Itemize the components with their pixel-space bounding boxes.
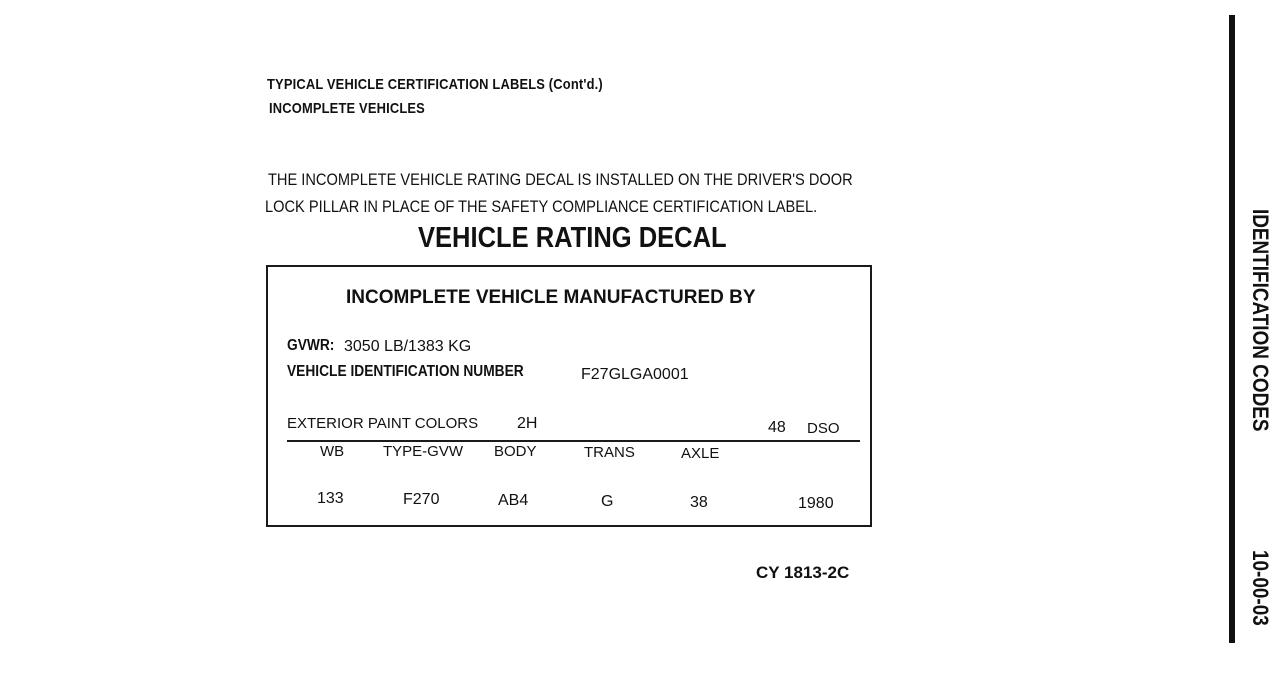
paint-colors-value: 2H xyxy=(517,415,538,432)
intro-line-1: THE INCOMPLETE VEHICLE RATING DECAL IS INSTALLED ON THE DRIVER'S DOOR xyxy=(268,170,853,189)
figure-code: CY 1813-2C xyxy=(756,563,850,582)
decal-divider xyxy=(287,440,860,442)
decal-title: VEHICLE RATING DECAL xyxy=(418,222,727,254)
value-wb: 133 xyxy=(317,490,344,507)
section-title: IDENTIFICATION CODES xyxy=(1248,209,1273,432)
value-type-gvw: F270 xyxy=(403,491,440,508)
dso-label: DSO xyxy=(807,420,840,437)
value-year: 1980 xyxy=(798,495,834,512)
value-trans: G xyxy=(601,493,614,510)
column-header-type-gvw: TYPE-GVW xyxy=(383,443,464,460)
heading-subtitle: INCOMPLETE VEHICLES xyxy=(269,100,425,117)
value-axle: 38 xyxy=(690,494,708,511)
column-header-wb: WB xyxy=(320,443,345,460)
heading-title: TYPICAL VEHICLE CERTIFICATION LABELS (Cont'd.) xyxy=(267,76,603,93)
vin-label: VEHICLE IDENTIFICATION NUMBER xyxy=(287,363,524,380)
manufactured-by-heading: INCOMPLETE VEHICLE MANUFACTURED BY xyxy=(346,287,756,308)
page-number: 10-00-03 xyxy=(1248,550,1273,626)
column-header-body: BODY xyxy=(494,443,537,460)
intro-line-2: LOCK PILLAR IN PLACE OF THE SAFETY COMPLIANCE CERTIFICATION LABEL. xyxy=(265,197,818,216)
gvwr-value: 3050 LB/1383 KG xyxy=(344,338,472,355)
column-header-trans: TRANS xyxy=(584,444,635,461)
vin-value: F27GLGA0001 xyxy=(581,366,689,383)
column-header-axle: AXLE xyxy=(681,445,720,462)
dso-value: 48 xyxy=(768,419,786,436)
value-body: AB4 xyxy=(498,492,529,509)
paint-colors-label: EXTERIOR PAINT COLORS xyxy=(287,415,479,432)
gvwr-label: GVWR: xyxy=(287,337,335,354)
margin-rule xyxy=(1229,15,1235,643)
